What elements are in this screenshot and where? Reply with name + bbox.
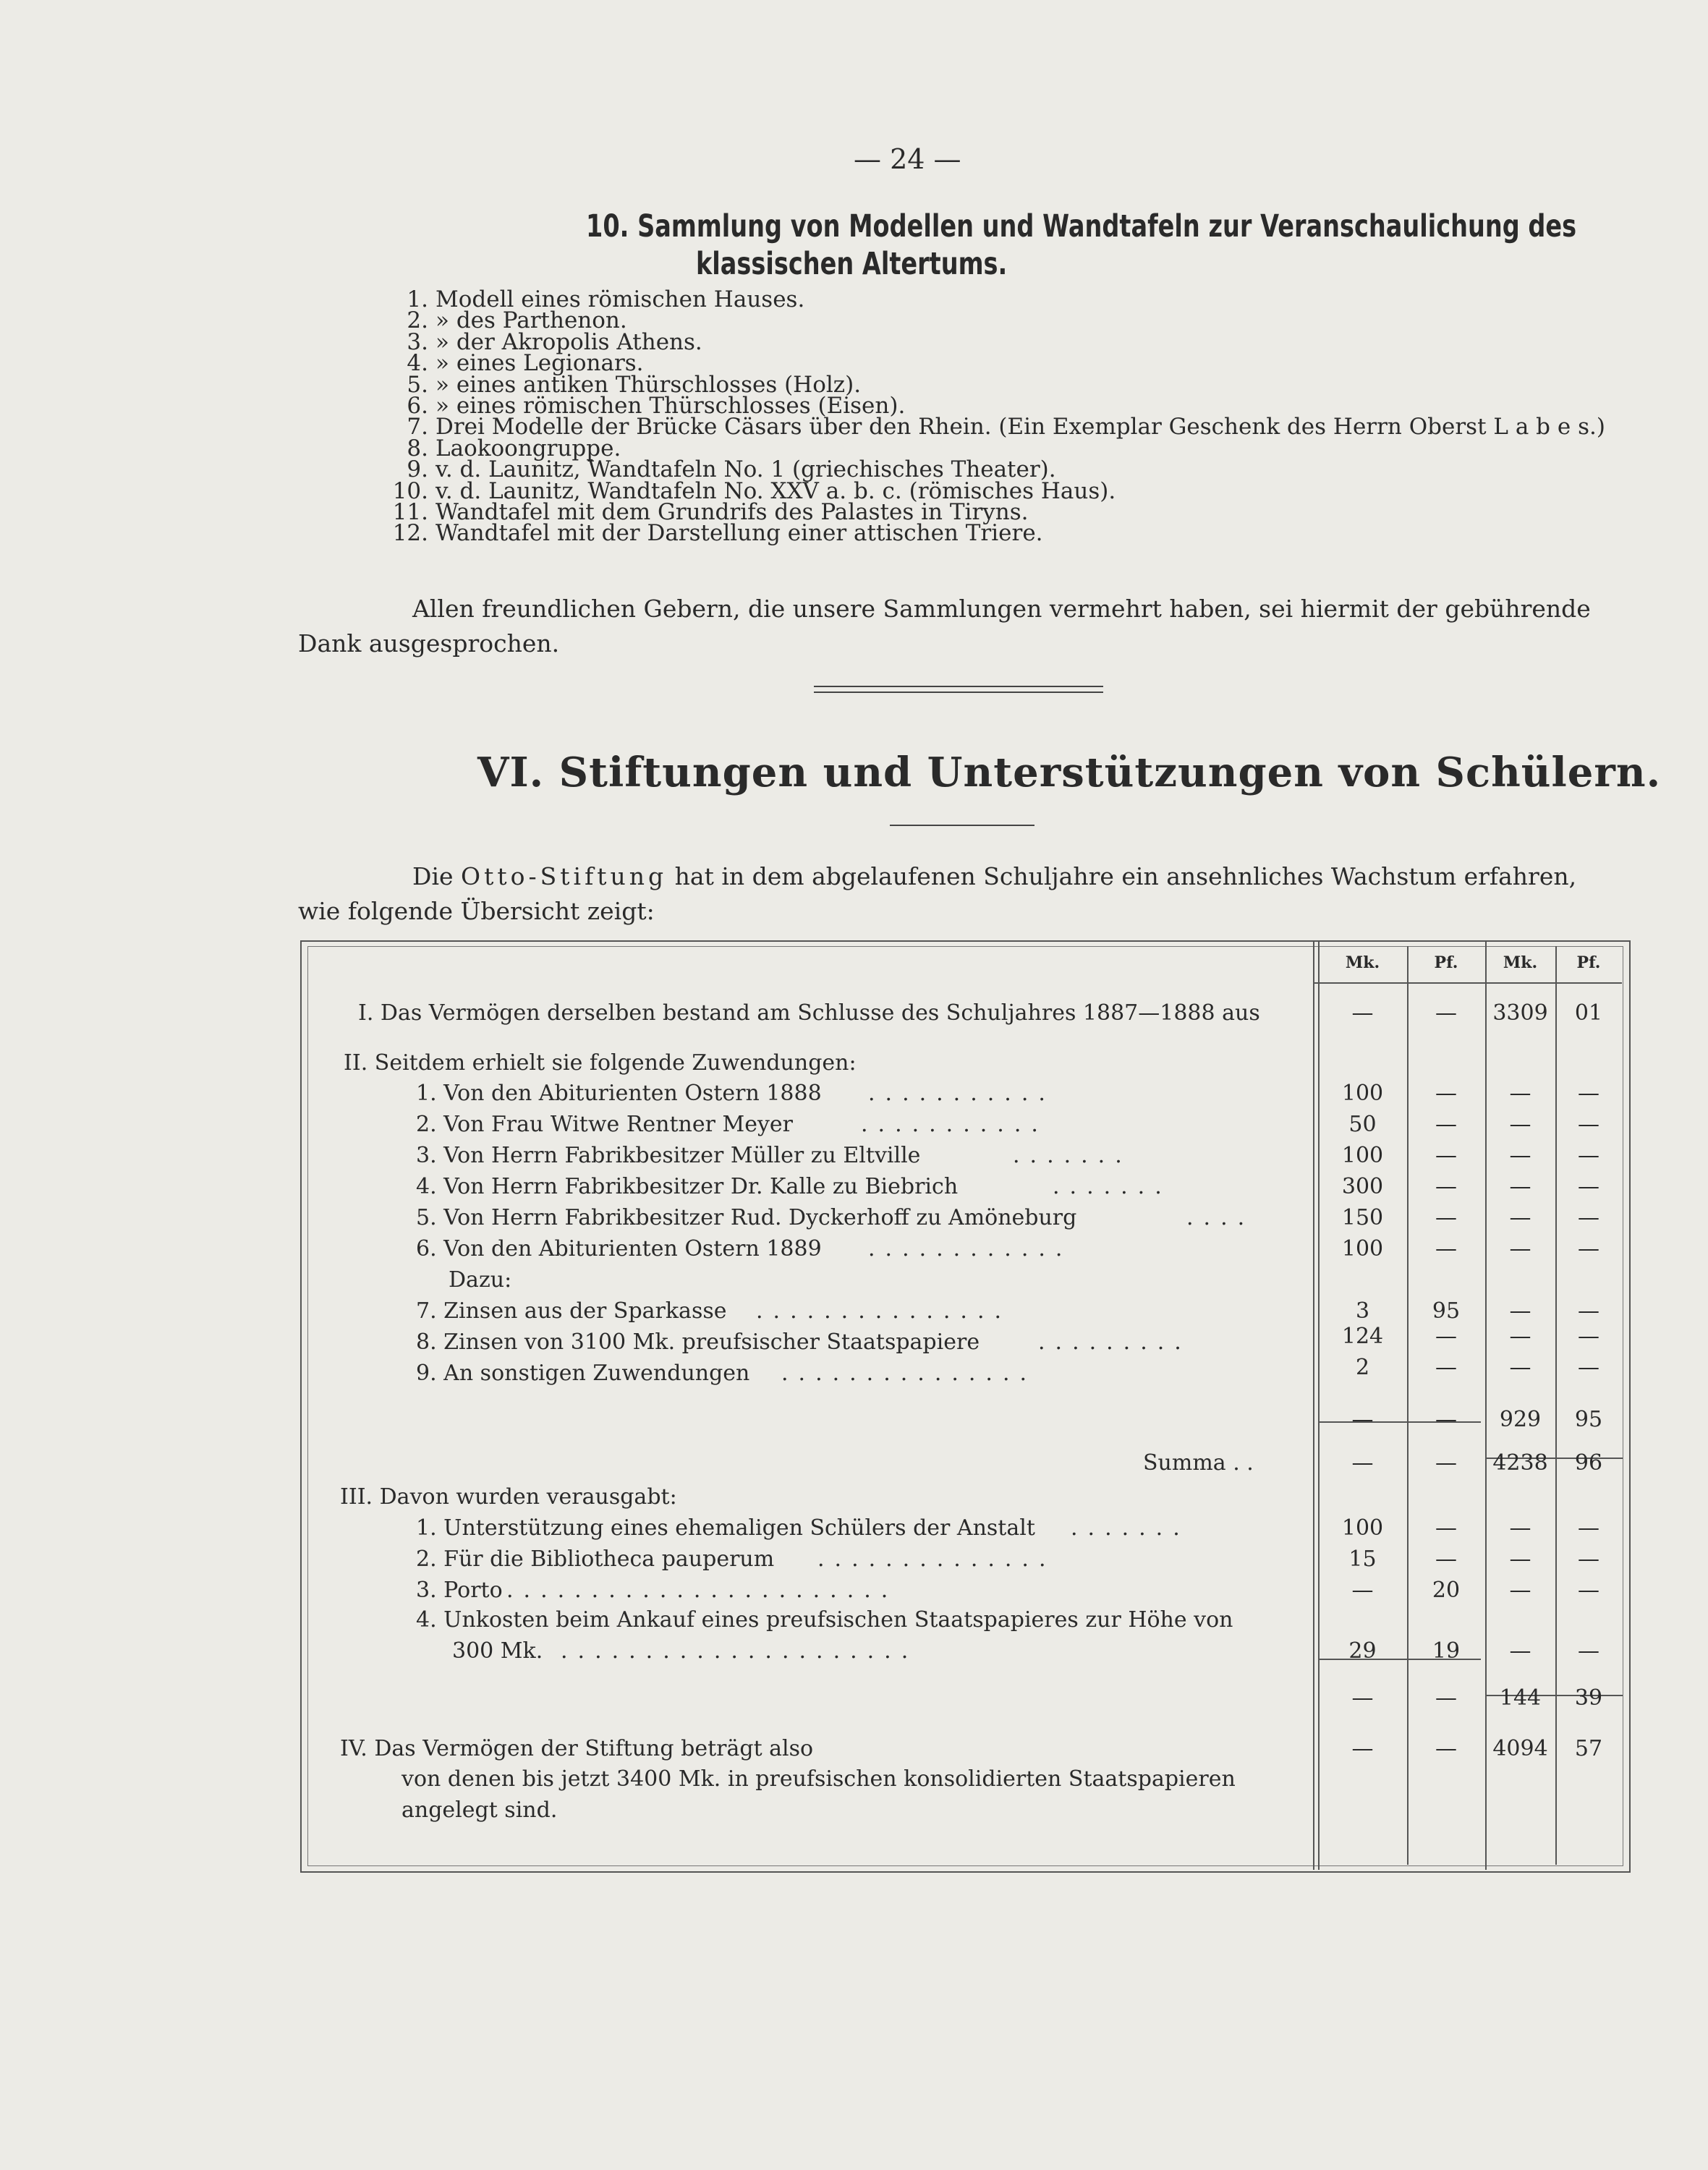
section10-title-line2: klassischen Altertums. — [696, 246, 1008, 282]
foundation-name: Otto-Stiftung — [461, 862, 668, 890]
table-cell: 124 — [1341, 1324, 1384, 1349]
leader-dots: ............... — [781, 1361, 1037, 1386]
table-cell: — — [1351, 1685, 1374, 1711]
thanks-line1: Allen freundlichen Gebern, die unsere Sammlungen vermehrt haben, sei hiermit der gebührende — [412, 595, 1591, 623]
table-row: II. Seitdem erhielt sie folgende Zuwendungen: — [344, 1050, 857, 1076]
col-header-pf1: Pf. — [1434, 953, 1458, 972]
table-cell: 39 — [1574, 1685, 1603, 1711]
table-row: 1. Von den Abiturienten Ostern 1888 — [416, 1081, 822, 1106]
section10-title-line1: 10. Sammlung von Modellen und Wandtafeln zur Veranschaulichung des — [586, 208, 1577, 244]
table-cell: — — [1578, 1638, 1599, 1664]
table-cell: — — [1435, 1236, 1457, 1261]
section6-intro: Die Otto-Stiftung hat in dem abgelaufenen Schuljahre ein ansehnliches Wachstum erfahren, — [412, 862, 1577, 890]
thanks-line2: Dank ausgesprochen. — [298, 629, 560, 658]
table-cell: — — [1509, 1355, 1531, 1380]
table-row: 5. Von Herrn Fabrikbesitzer Rud. Dyckerhoff zu Amöneburg — [416, 1205, 1077, 1230]
leader-dots: ....... — [1053, 1174, 1172, 1199]
list-item: 8. Laokoongruppe. — [407, 435, 621, 461]
table-cell: — — [1509, 1205, 1531, 1230]
table-cell: — — [1578, 1546, 1599, 1572]
list-item: 4. » eines Legionars. — [407, 350, 644, 377]
table-row: 300 Mk. — [452, 1638, 543, 1664]
table-cell: 50 — [1348, 1112, 1377, 1137]
table-cell: — — [1435, 1081, 1457, 1106]
list-item: 1. Modell eines römischen Hauses. — [407, 286, 805, 312]
table-cell: 15 — [1348, 1546, 1377, 1572]
table-cell: 96 — [1574, 1450, 1603, 1476]
table-cell: 01 — [1574, 1000, 1603, 1026]
list-item: 10. v. d. Launitz, Wandtafeln No. XXV a. b. c. (römisches Haus). — [392, 477, 1116, 504]
table-row: 3. Porto — [416, 1578, 503, 1603]
col-header-mk2: Mk. — [1503, 953, 1538, 972]
table-cell: — — [1509, 1236, 1531, 1261]
table-cell: — — [1509, 1638, 1531, 1664]
table-cell: — — [1435, 1515, 1457, 1541]
table-cell: 57 — [1574, 1736, 1603, 1761]
table-cell: 95 — [1574, 1407, 1603, 1432]
table-cell: 2 — [1355, 1355, 1370, 1380]
table-cell: — — [1578, 1143, 1599, 1168]
divider — [814, 686, 1103, 687]
page-number: — 24 — — [854, 143, 961, 175]
table-cell: 100 — [1341, 1515, 1384, 1541]
table-row: angelegt sind. — [401, 1797, 558, 1823]
table-cell: — — [1435, 1324, 1457, 1349]
table-row: III. Davon wurden verausgabt: — [340, 1484, 677, 1510]
table-cell: 100 — [1341, 1236, 1384, 1261]
table-row: 2. Für die Bibliotheca pauperum — [416, 1546, 775, 1572]
table-row: Summa . . — [1143, 1450, 1254, 1476]
table-row: 9. An sonstigen Zuwendungen — [416, 1361, 750, 1386]
table-cell: — — [1578, 1298, 1599, 1324]
table-cell: 929 — [1499, 1407, 1542, 1432]
table-cell: — — [1509, 1174, 1531, 1199]
table-cell: — — [1435, 1355, 1457, 1380]
table-cell: — — [1351, 1407, 1374, 1432]
list-item: 9. v. d. Launitz, Wandtafeln No. 1 (griechisches Theater). — [407, 456, 1056, 483]
table-cell: — — [1578, 1236, 1599, 1261]
table-cell: — — [1578, 1205, 1599, 1230]
table-cell: 100 — [1341, 1081, 1384, 1106]
table-cell: 20 — [1432, 1578, 1461, 1603]
table-cell: — — [1351, 1736, 1374, 1761]
table-cell: — — [1351, 1450, 1374, 1476]
table-cell: — — [1578, 1081, 1599, 1106]
leader-dots: ....... — [1013, 1143, 1132, 1168]
table-row: 6. Von den Abiturienten Ostern 1889 — [416, 1236, 822, 1261]
table-cell: 100 — [1341, 1143, 1384, 1168]
list-item: 12. Wandtafel mit der Darstellung einer attischen Triere. — [392, 520, 1043, 547]
table-row: 4. Von Herrn Fabrikbesitzer Dr. Kalle zu Biebrich — [416, 1174, 959, 1199]
leader-dots: .... — [1186, 1205, 1255, 1230]
col-header-pf2: Pf. — [1576, 953, 1601, 972]
leader-dots: ....... — [1071, 1515, 1190, 1541]
table-cell: — — [1509, 1515, 1531, 1541]
table-cell: — — [1578, 1355, 1599, 1380]
table-cell: 3 — [1355, 1298, 1370, 1324]
table-cell: — — [1435, 1736, 1457, 1761]
table-row: 4. Unkosten beim Ankauf eines preufsischen Staatspapieres zur Höhe von — [416, 1607, 1233, 1633]
table-cell: 95 — [1432, 1298, 1461, 1324]
leader-dots: ........... — [861, 1112, 1048, 1137]
table-cell: — — [1435, 1685, 1457, 1711]
table-cell: — — [1578, 1578, 1599, 1603]
table-cell: — — [1435, 1407, 1457, 1432]
table-row: von denen bis jetzt 3400 Mk. in preufsischen konsolidierten Staatspapieren — [401, 1766, 1236, 1792]
table-cell: 4238 — [1492, 1450, 1548, 1476]
table-cell: 19 — [1432, 1638, 1461, 1664]
table-cell: — — [1578, 1324, 1599, 1349]
table-cell: 144 — [1499, 1685, 1542, 1711]
table-cell: — — [1435, 1546, 1457, 1572]
table-row: 2. Von Frau Witwe Rentner Meyer — [416, 1112, 794, 1137]
list-item: 3. » der Akropolis Athens. — [407, 328, 702, 355]
table-cell: — — [1351, 1000, 1374, 1026]
table-row: Dazu: — [449, 1267, 512, 1293]
table-cell: 29 — [1348, 1638, 1377, 1664]
section6-intro-line2: wie folgende Übersicht zeigt: — [298, 897, 655, 925]
table-cell: — — [1578, 1112, 1599, 1137]
section10-list — [391, 286, 1605, 547]
table-cell: — — [1509, 1546, 1531, 1572]
table-cell: — — [1509, 1578, 1531, 1603]
leader-dots: ....................... — [506, 1578, 898, 1603]
table-cell: — — [1509, 1112, 1531, 1137]
table-row: 1. Unterstützung eines ehemaligen Schülers der Anstalt — [416, 1515, 1035, 1541]
table-cell: — — [1509, 1143, 1531, 1168]
table-cell: — — [1351, 1578, 1374, 1603]
table-row: 7. Zinsen aus der Sparkasse — [416, 1298, 727, 1324]
col-header-mk1: Mk. — [1345, 953, 1380, 972]
table-cell: 3309 — [1492, 1000, 1548, 1026]
leader-dots: ..................... — [561, 1638, 919, 1664]
table-cell: — — [1578, 1174, 1599, 1199]
table-cell: — — [1435, 1174, 1457, 1199]
table-row: I. Das Vermögen derselben bestand am Schlusse des Schuljahres 1887—1888 aus — [358, 1000, 1260, 1026]
leader-dots: ......... — [1038, 1329, 1191, 1355]
divider — [814, 692, 1103, 693]
table-cell: — — [1509, 1324, 1531, 1349]
table-cell: — — [1509, 1081, 1531, 1106]
table-cell: — — [1509, 1298, 1531, 1324]
table-row: 3. Von Herrn Fabrikbesitzer Müller zu Eltville — [416, 1143, 921, 1168]
section6-title: VI. Stiftungen und Unterstützungen von Schülern. — [477, 749, 1662, 796]
leader-dots: ............ — [868, 1236, 1073, 1261]
table-cell: — — [1435, 1205, 1457, 1230]
table-cell: — — [1435, 1000, 1457, 1026]
table-cell: — — [1435, 1143, 1457, 1168]
table-row: 8. Zinsen von 3100 Mk. preufsischer Staatspapiere — [416, 1329, 980, 1355]
leader-dots: .............. — [817, 1546, 1056, 1572]
table-cell: — — [1435, 1450, 1457, 1476]
leader-dots: ............... — [756, 1298, 1012, 1324]
list-item: 6. » eines römischen Thürschlosses (Eisen). — [407, 393, 906, 420]
list-item: 7. Drei Modelle der Brücke Cäsars über den Rhein. (Ein Exemplar Geschenk des Herrn Oberst L a b e s.) — [407, 414, 1605, 441]
table-row: IV. Das Vermögen der Stiftung beträgt also — [340, 1736, 814, 1761]
list-item: 2. » des Parthenon. — [407, 307, 627, 334]
list-item: 5. » eines antiken Thürschlosses (Holz). — [407, 371, 862, 398]
table-cell: — — [1578, 1515, 1599, 1541]
divider — [890, 825, 1034, 826]
list-item: 11. Wandtafel mit dem Grundrifs des Palastes in Tiryns. — [392, 499, 1029, 526]
table-cell: 4094 — [1492, 1736, 1548, 1761]
leader-dots: ........... — [868, 1081, 1055, 1106]
table-cell: — — [1435, 1112, 1457, 1137]
table-cell: 150 — [1341, 1205, 1384, 1230]
table-cell: 300 — [1341, 1174, 1384, 1199]
